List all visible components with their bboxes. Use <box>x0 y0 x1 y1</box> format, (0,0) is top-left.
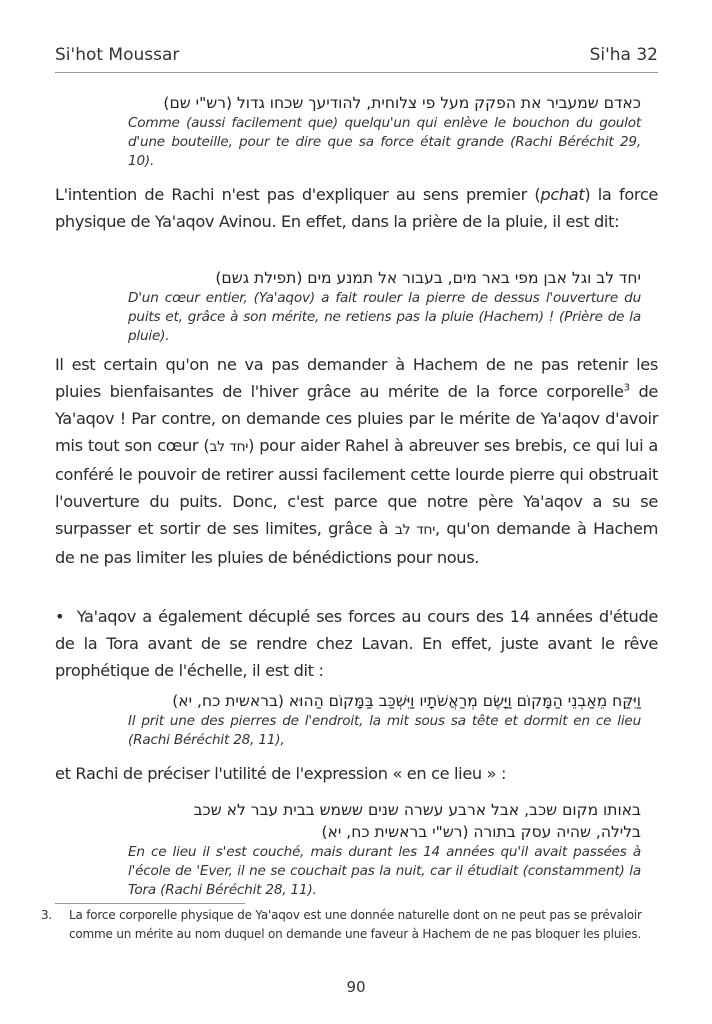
footnote-number: 3. <box>41 908 53 922</box>
paragraph-intention: L'intention de Rachi n'est pas d'expliquer au sens premier (pchat) la force physique de Ya'aqov Avinou. En effet, dans la prière de la pluie, il est dit: <box>55 185 658 231</box>
book-title: Si'hot Moussar <box>55 45 180 65</box>
hebrew-source: כאדם שמעביר את הפקק מעל פי צלוחית, להודיעך שכחו גדול (רש"י שם) <box>163 94 641 112</box>
quote-bereshit-28-11 <box>128 690 641 750</box>
hebrew-source-line1: באותו מקום שכב, אבל ארבע עשרה שנים ששמש בבית עבר לא שכב <box>193 801 641 819</box>
hebrew-source: יחד לב וגל אבן מפי באר מים, בעבור אל תמנע מים (תפילת גשם) <box>215 269 641 287</box>
quote-rashi-29-10 <box>128 92 641 171</box>
running-header <box>55 44 658 73</box>
paragraph-rachi-precise: et Rachi de préciser l'utilité de l'expression « en ce lieu » : <box>55 764 507 783</box>
quote-rashi-28-11 <box>128 799 641 900</box>
footnote-divider <box>55 903 245 904</box>
term-pchat: pchat <box>540 185 585 204</box>
hebrew-term: יחד לב <box>394 522 435 538</box>
hebrew-source: וַיִּקַּח מֵאַבְנֵי הַמָּקוֹם וַיָּשֶׂם מְרַאֲשֹׁתָיו וַיִּשְׁכַּב בַּמָּקוֹם הַהוּא (בראשית כח, יא) <box>172 692 641 710</box>
hebrew-source-line2: בלילה, שהיה עסק בתורה (רש"י בראשית כח, יא) <box>321 823 641 841</box>
chapter-title: Si'ha 32 <box>589 45 658 65</box>
paragraph-bullet: • Ya'aqov a également décuplé ses forces au cours des 14 années d'étude de la Tora avant de se rendre chez Lavan. En effet, juste avant le rêve prophétique de l'échelle, il est dit : <box>55 607 658 680</box>
footnote-text: La force corporelle physique de Ya'aqov est une donnée naturelle dont on ne peut pas se prévaloir comme un mérite au nom duquel on demande une faveur à Hachem de ne pas bloquer les pluies. <box>69 908 642 941</box>
hebrew-term: יחד לב <box>209 439 249 455</box>
french-translation: En ce lieu il s'est couché, mais durant les 14 années qu'il avait passées à l'école de 'Ever, il ne se couchait pas la nuit, car il étudiait (constamment) la Tora (Rachi Béréchit 28, 11). <box>128 844 641 898</box>
bullet: • <box>55 607 65 626</box>
footnote-ref[interactable]: 3 <box>623 382 630 394</box>
footnote-3 <box>41 906 655 943</box>
french-translation: D'un cœur entier, (Ya'aqov) a fait rouler la pierre de dessus l'ouverture du puits et, grâce à son mérite, ne retiens pas la pluie (Hachem) ! (Prière de la pluie). <box>128 290 641 344</box>
paragraph-certain: Il est certain qu'on ne va pas demander à Hachem de ne pas retenir les pluies bienfaisantes de l'hiver grâce au mérite de la force corporelle$^3$ de Ya'aqov ! Par contre, on demande ces pluies par le mérite de Ya'aqov d'avoir mis tout son cœur (יחד לב) pour aider Rahel à abreuver ses brebis, ce qui lui a conféré le pouvoir de retirer aussi facilement cette lourde pierre qui obstruait l'ouverture du puits. Donc, c'est parce que notre père Ya'aqov a su se surpasser et sortir de ses limites, grâce à יחד לב, qu'on demande à Hachem de ne pas limiter les pluies de bénédictions pour nous. <box>55 355 658 567</box>
page-number: 90 <box>346 978 366 996</box>
quote-prayer-rain <box>128 267 641 346</box>
french-translation: Comme (aussi facilement que) quelqu'un qui enlève le bouchon du goulot d'une bouteille, pour te dire que sa force était grande (Rachi Béréchit 29, 10). <box>128 115 641 169</box>
french-translation: Il prit une des pierres de l'endroit, la mit sous sa tête et dormit en ce lieu (Rachi Béréchit 28, 11), <box>128 713 641 748</box>
